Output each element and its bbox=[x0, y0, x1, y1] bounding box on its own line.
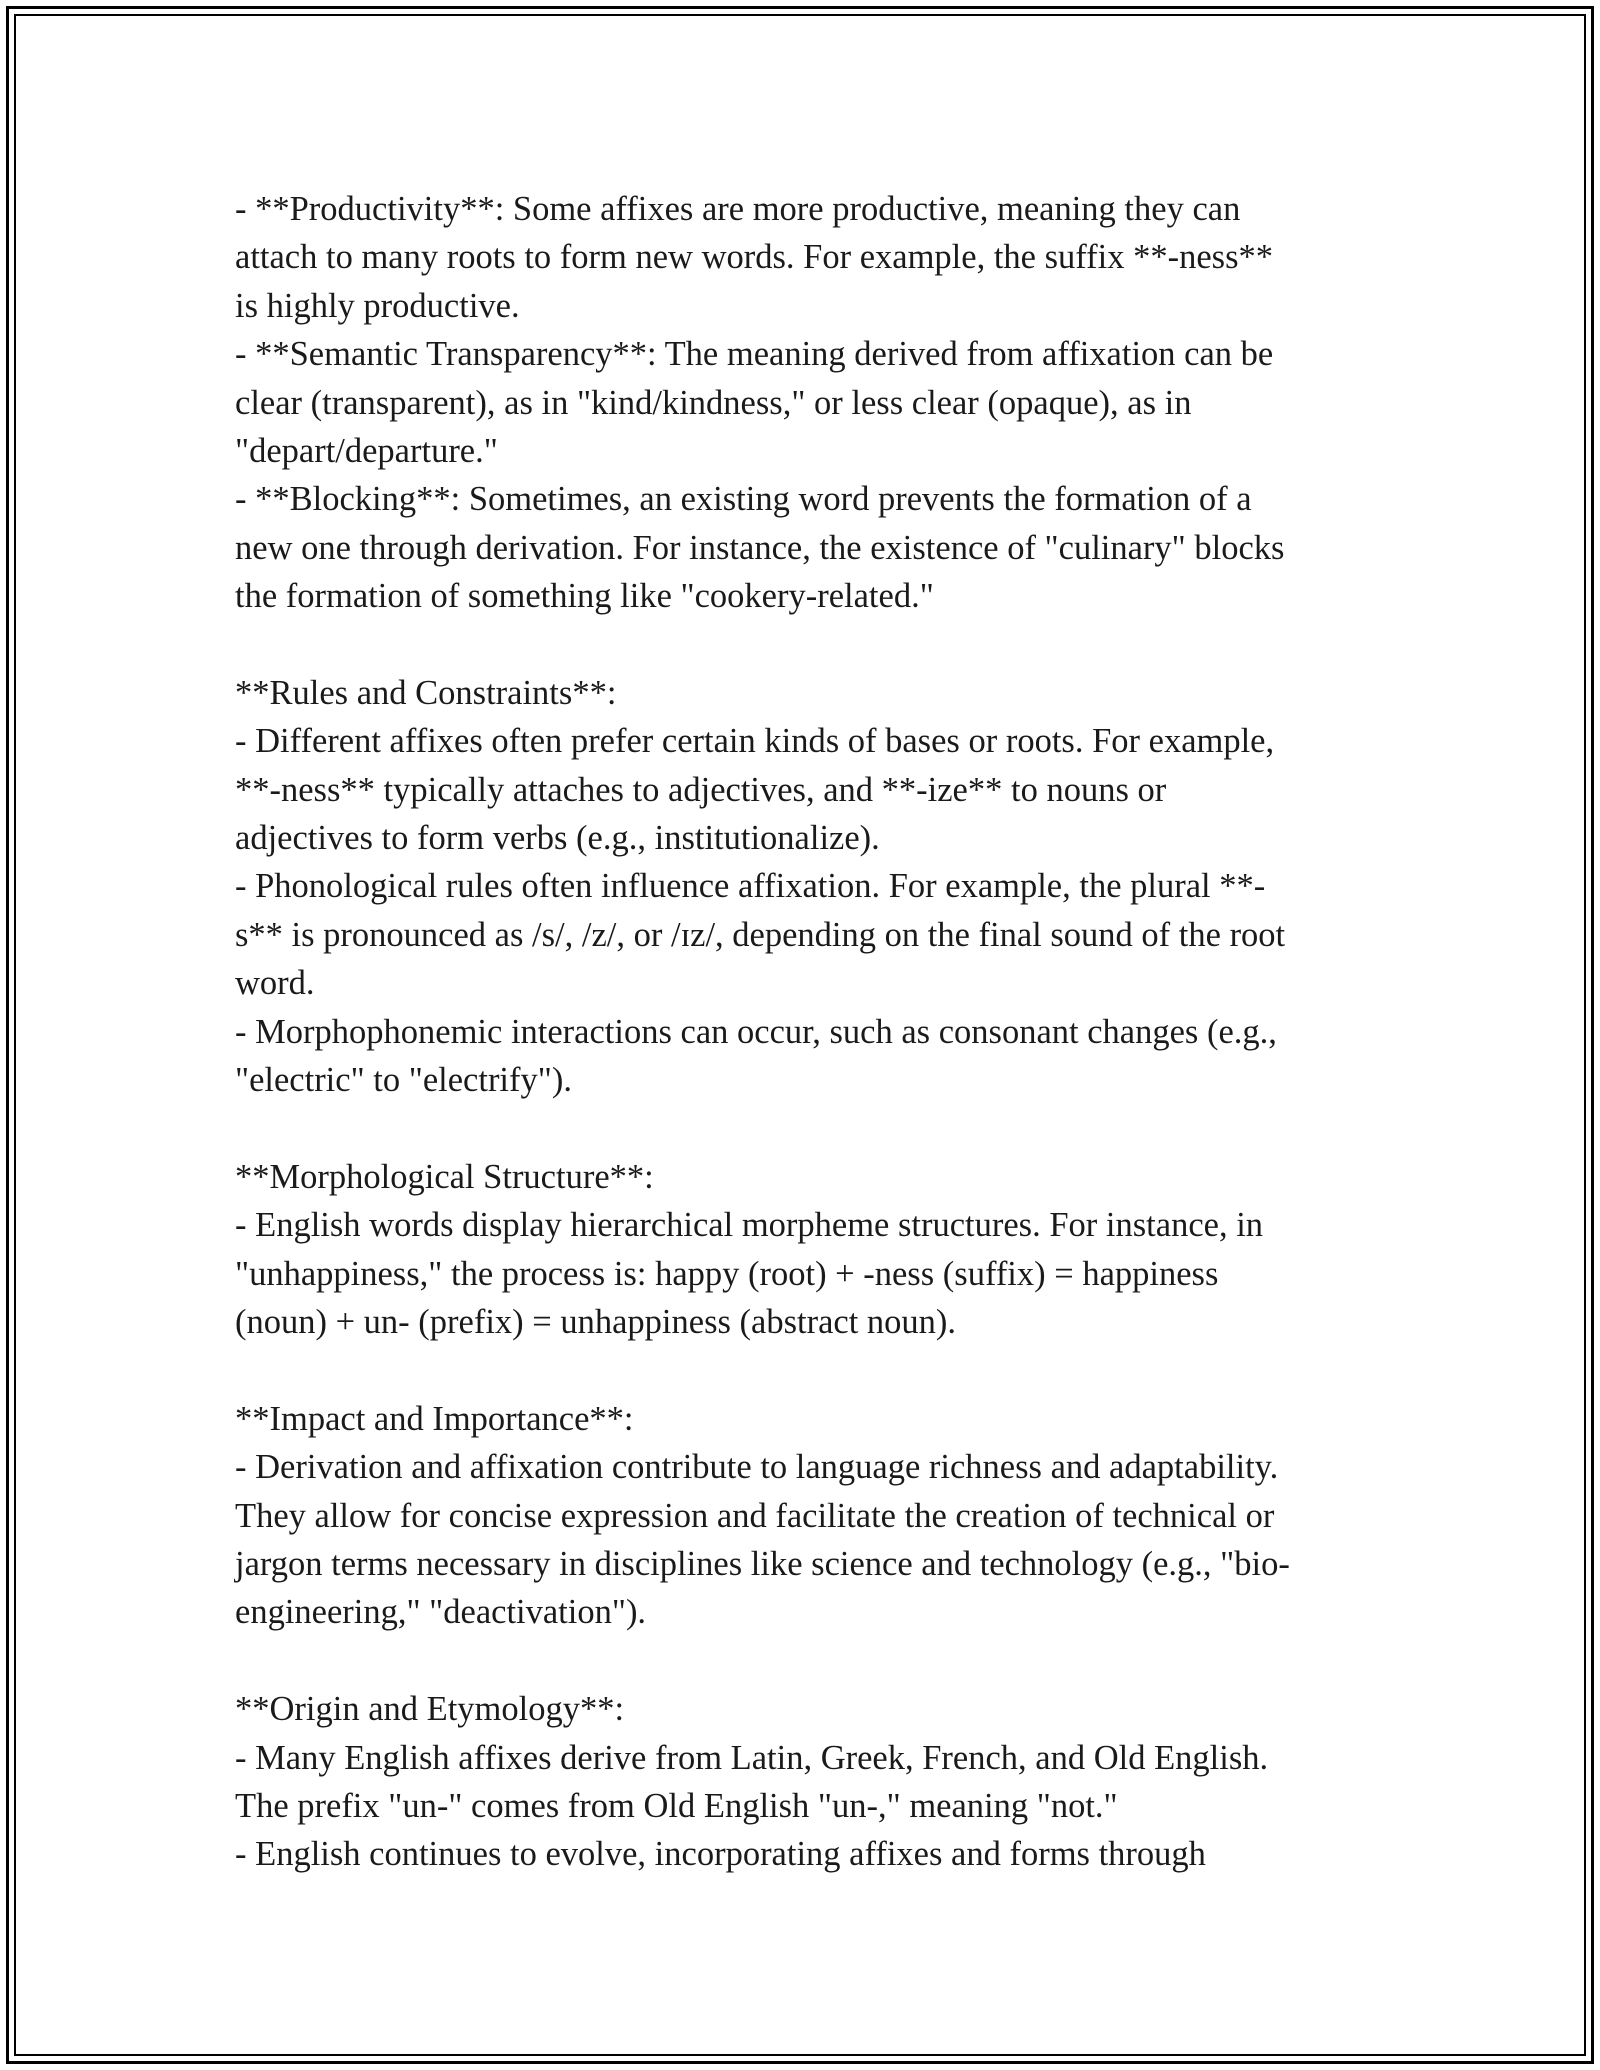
text-line: - Different affixes often prefer certain kinds of bases or roots. For example, bbox=[235, 722, 1275, 761]
text-line: - **Productivity**: Some affixes are more productive, meaning they can bbox=[235, 190, 1241, 228]
text-line: The prefix "un-" comes from Old English "un-," meaning "not." bbox=[235, 1786, 1118, 1825]
text-line: engineering," "deactivation"). bbox=[235, 1593, 647, 1632]
text-line: "electric" to "electrify"). bbox=[235, 1061, 572, 1100]
text-line: attach to many roots to form new words. For example, the suffix **-ness** bbox=[235, 238, 1273, 277]
section-heading: **Morphological Structure**: bbox=[235, 1157, 654, 1196]
blank-line bbox=[235, 1104, 1375, 1152]
text-line: adjectives to form verbs (e.g., institutionalize). bbox=[235, 819, 880, 858]
text-line: - **Blocking**: Sometimes, an existing word prevents the formation of a bbox=[235, 480, 1252, 519]
blank-line bbox=[235, 621, 1375, 669]
text-line: new one through derivation. For instance, the existence of "culinary" blocks bbox=[235, 528, 1285, 567]
text-line: - Many English affixes derive from Latin, Greek, French, and Old English. bbox=[235, 1738, 1269, 1777]
section-heading: **Origin and Etymology**: bbox=[235, 1690, 625, 1729]
text-line: - Phonological rules often influence affixation. For example, the plural **- bbox=[235, 867, 1266, 906]
text-line: the formation of something like "cookery-related." bbox=[235, 577, 934, 616]
text-line: **-ness** typically attaches to adjectives, and **-ize** to nouns or bbox=[235, 770, 1167, 809]
text-line: "depart/departure." bbox=[235, 431, 498, 470]
text-line: is highly productive. bbox=[235, 286, 520, 325]
text-line: "unhappiness," the process is: happy (root) + -ness (suffix) = happiness bbox=[235, 1254, 1219, 1293]
section-heading: **Impact and Importance**: bbox=[235, 1399, 634, 1438]
text-line: jargon terms necessary in disciplines like science and technology (e.g., "bio- bbox=[235, 1544, 1290, 1583]
text-line: - English words display hierarchical morpheme structures. For instance, in bbox=[235, 1206, 1264, 1245]
text-line: (noun) + un- (prefix) = unhappiness (abstract noun). bbox=[235, 1302, 957, 1341]
text-line: - Derivation and affixation contribute to language richness and adaptability. bbox=[235, 1448, 1279, 1487]
document-body bbox=[235, 185, 1375, 1879]
text-line: - **Semantic Transparency**: The meaning derived from affixation can be bbox=[235, 335, 1274, 374]
section-heading: **Rules and Constraints**: bbox=[235, 673, 617, 712]
blank-line bbox=[235, 1346, 1375, 1394]
text-line: s** is pronounced as /s/, /z/, or /ɪz/, depending on the final sound of the root bbox=[235, 915, 1286, 954]
text-line: word. bbox=[235, 964, 315, 1003]
text-line: - Morphophonemic interactions can occur, such as consonant changes (e.g., bbox=[235, 1012, 1277, 1051]
text-line: They allow for concise expression and facilitate the creation of technical or bbox=[235, 1496, 1275, 1535]
blank-line bbox=[235, 1637, 1375, 1685]
text-line: - English continues to evolve, incorporating affixes and forms through bbox=[235, 1835, 1206, 1874]
text-line: clear (transparent), as in "kind/kindness," or less clear (opaque), as in bbox=[235, 383, 1192, 422]
